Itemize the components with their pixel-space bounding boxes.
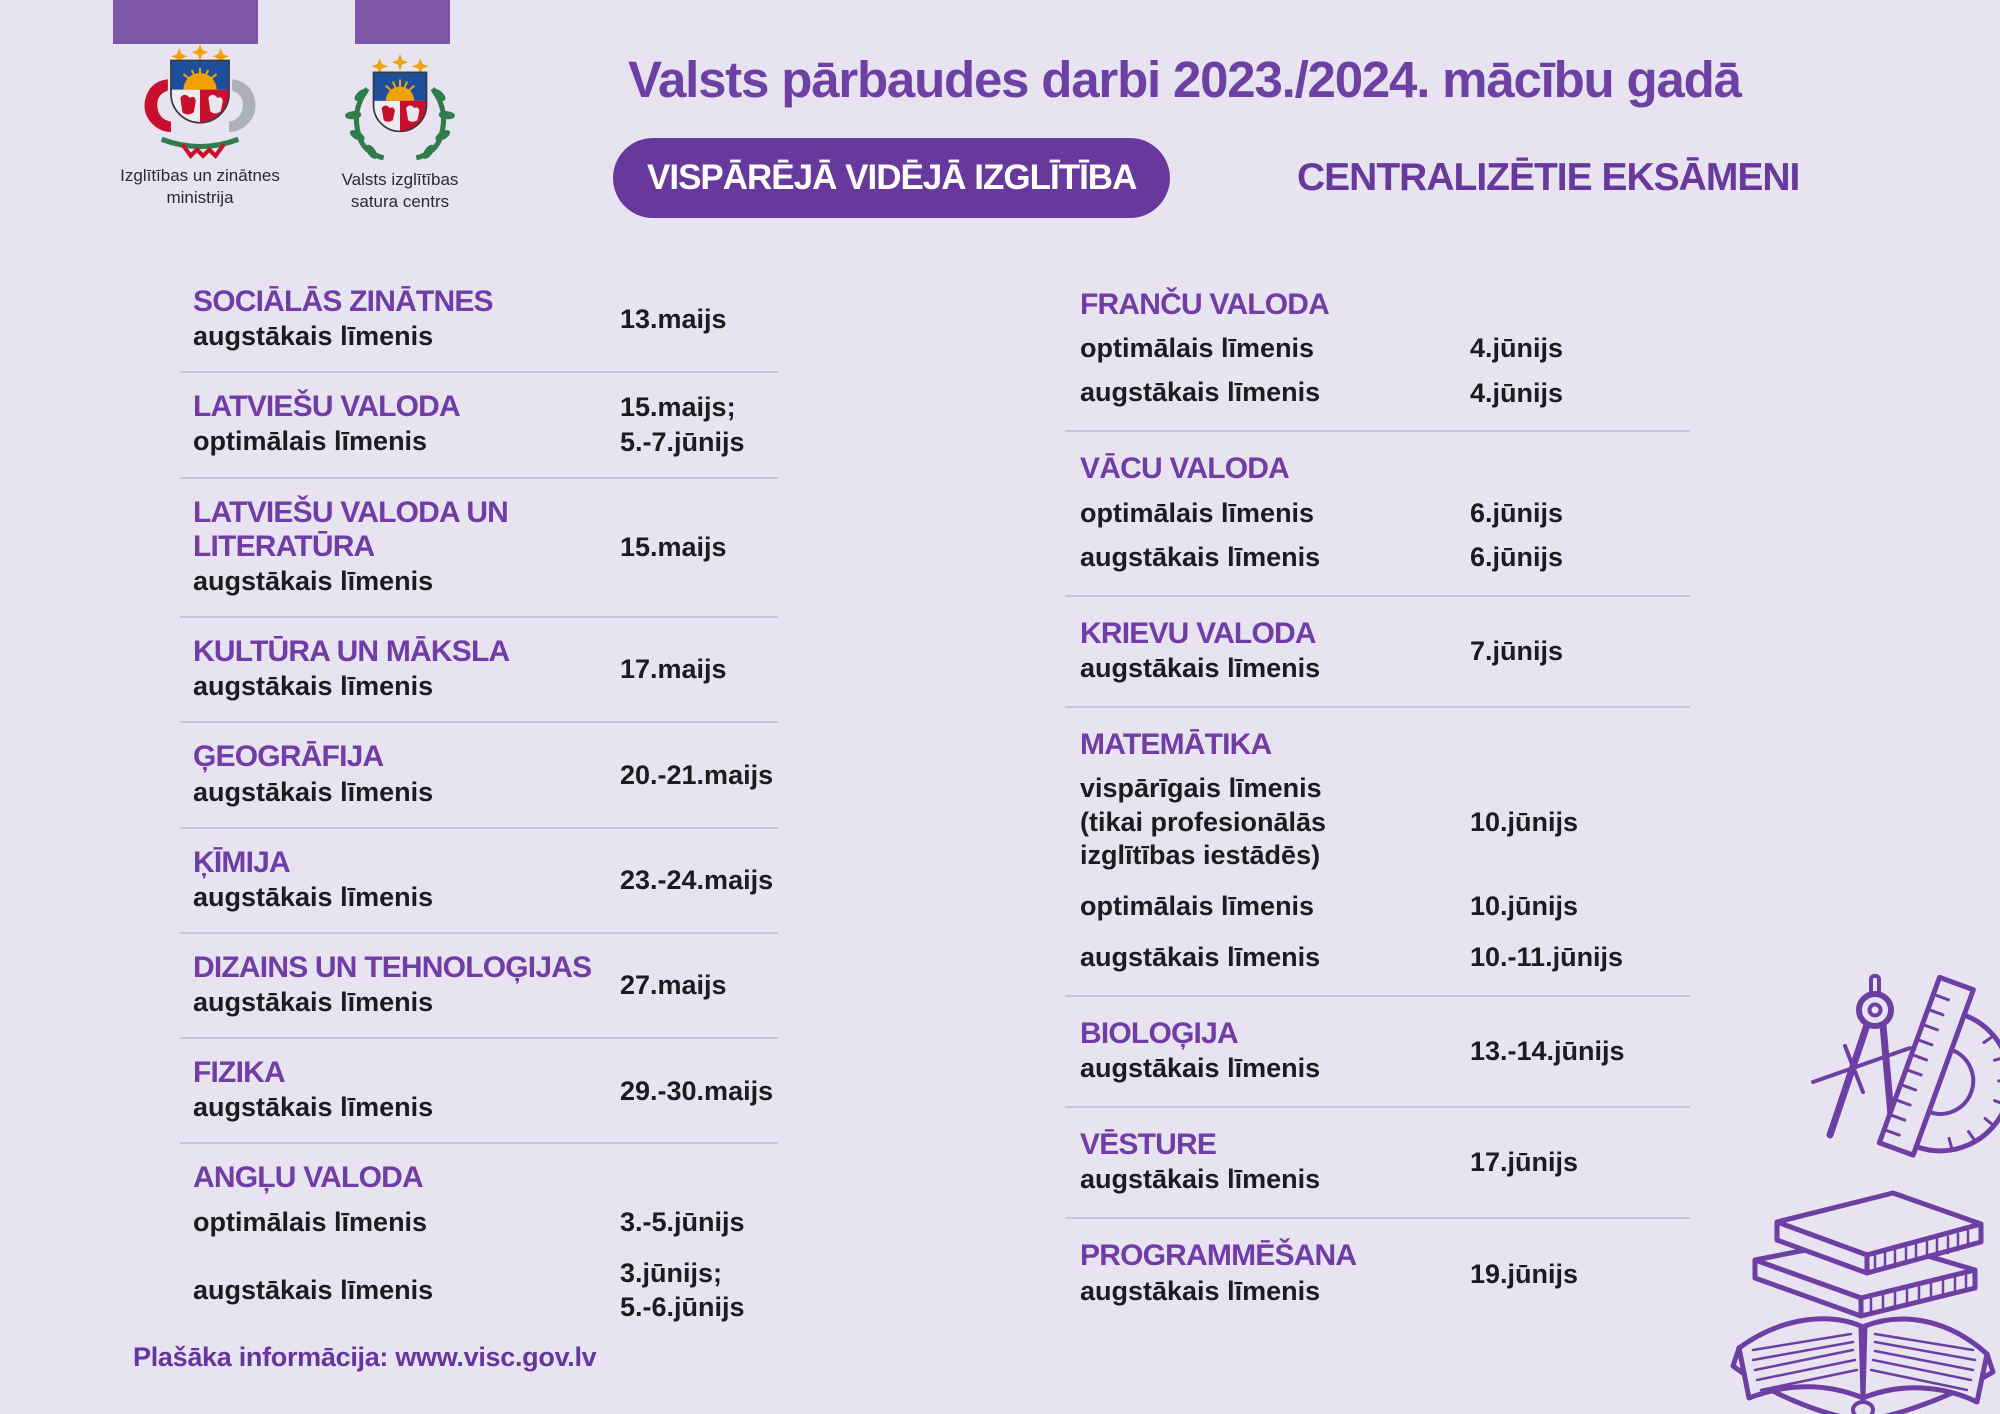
date-line: 13.maijs — [620, 304, 727, 335]
subject-name: SOCIĀLĀS ZINĀTNES — [193, 285, 493, 318]
level-line — [1080, 375, 1690, 410]
exam-date — [1470, 889, 1578, 924]
subject-name: DIZAINS UN TEHNOLOĢIJAS — [193, 950, 592, 984]
level-label: optimālais līmenis — [1080, 890, 1315, 921]
exam-date — [1470, 331, 1563, 366]
level-label: augstākais līmenis — [193, 1274, 434, 1305]
level-label: augstākais līmenis — [1080, 652, 1321, 683]
subject-cell — [193, 1056, 620, 1125]
right-exam-column — [1065, 268, 1690, 1329]
date-line: 15.maijs — [620, 532, 727, 563]
exam-date — [620, 390, 745, 459]
level-line — [1080, 496, 1690, 531]
visc-logo-caption: Valsts izglītības satura centrs — [341, 170, 459, 212]
exam-date — [1470, 1145, 1578, 1180]
exam-row — [180, 934, 778, 1037]
books-and-geometry-illustration — [1725, 950, 2000, 1414]
date-line: 3.-5.jūnijs — [620, 1206, 745, 1237]
subject-name: VĀCU VALODA — [1080, 452, 1289, 486]
level-label: optimālais līmenis — [193, 426, 428, 457]
griffin-supporter — [229, 79, 256, 132]
date-line: 7.jūnijs — [1470, 636, 1564, 667]
exam-row — [1065, 268, 1690, 430]
exam-row — [180, 373, 778, 476]
date-line: 4.jūnijs — [1470, 377, 1564, 408]
date-line: 3.jūnijs; 5.-6.jūnijs — [620, 1257, 745, 1323]
date-line: 6.jūnijs — [1470, 497, 1564, 528]
exam-date — [1470, 1257, 1578, 1292]
lion-supporter — [144, 79, 171, 132]
exam-date — [620, 1074, 773, 1109]
level-label: augstākais līmenis — [1080, 941, 1321, 972]
subject-cell — [193, 496, 620, 599]
exam-date — [1470, 1034, 1625, 1069]
date-line: 23.-24.maijs — [620, 864, 774, 895]
level-line — [1080, 940, 1690, 975]
date-line: 10.jūnijs — [1470, 890, 1579, 921]
level-label: augstākais līmenis — [193, 321, 434, 352]
level-label: optimālais līmenis — [1080, 497, 1315, 528]
subject-name: FIZIKA — [193, 1056, 285, 1090]
exam-date — [620, 758, 773, 793]
level-label: augstākais līmenis — [1080, 1275, 1321, 1306]
open-book-icon — [1733, 1319, 1993, 1414]
footer-info: Plašāka informācija: www.visc.gov.lv — [133, 1342, 597, 1372]
level-label: augstākais līmenis — [193, 671, 434, 702]
level-label: augstākais līmenis — [193, 565, 434, 596]
level-label — [1080, 772, 1470, 872]
exam-row — [1065, 708, 1690, 995]
subject-name: LATVIEŠU VALODA UN LITERATŪRA — [193, 495, 509, 563]
level-label: augstākais līmenis — [1080, 541, 1321, 572]
exam-row — [180, 479, 778, 616]
exam-date — [1470, 376, 1563, 411]
subject-cell — [1080, 617, 1470, 686]
exam-date — [620, 302, 727, 337]
exam-row — [1065, 597, 1690, 706]
level-label: optimālais līmenis — [193, 1206, 428, 1237]
subject-cell — [193, 285, 620, 354]
date-line: 17.jūnijs — [1470, 1147, 1579, 1178]
exam-date — [620, 968, 727, 1003]
exam-row — [1065, 1108, 1690, 1217]
exam-row — [180, 618, 778, 721]
exam-row — [180, 829, 778, 932]
exam-date — [620, 1256, 778, 1325]
subject-name: FRANČU VALODA — [1080, 288, 1330, 321]
page-title: Valsts pārbaudes darbi 2023./2024. mācību gadā — [628, 51, 1741, 108]
exam-row — [180, 1039, 778, 1142]
ministry-logo — [100, 44, 300, 209]
exam-row — [180, 1144, 778, 1341]
subject-cell — [1080, 1017, 1470, 1086]
exam-date — [1470, 940, 1623, 975]
top-bar-right — [355, 0, 450, 44]
date-line: 15.maijs; — [620, 392, 736, 423]
level-label: augstākais līmenis — [1080, 377, 1321, 408]
exam-date — [620, 652, 727, 687]
date-line: 20.-21.maijs — [620, 759, 774, 790]
exam-row — [1065, 1219, 1690, 1328]
subject-cell — [193, 740, 620, 809]
date-line: 10.jūnijs — [1470, 807, 1579, 838]
subject-name: KULTŪRA UN MĀKSLA — [193, 635, 510, 669]
exam-row — [180, 723, 778, 826]
date-line: 5.-7.jūnijs — [620, 426, 745, 457]
subject-name: KRIEVU VALODA — [1080, 616, 1316, 650]
exam-date — [1470, 540, 1563, 575]
subject-name: ĢEOGRĀFIJA — [193, 740, 384, 774]
level-label-line: (tikai profesionālās — [1080, 806, 1327, 837]
level-label: optimālais līmenis — [1080, 333, 1315, 364]
date-line: 17.maijs — [620, 654, 727, 685]
level-line — [193, 1256, 778, 1325]
subject-name: LATVIEŠU VALODA — [193, 390, 460, 424]
top-bar-left — [113, 0, 258, 44]
date-line: 19.jūnijs — [1470, 1258, 1579, 1289]
subject-cell — [193, 635, 620, 704]
exam-date — [620, 863, 773, 898]
level-line — [1080, 772, 1690, 872]
subject-cell — [193, 846, 620, 915]
exam-date — [620, 1205, 745, 1240]
level-line — [193, 1205, 778, 1240]
protractor-ruler-icon — [1879, 977, 2000, 1179]
level-label: augstākais līmenis — [1080, 1164, 1321, 1195]
date-line: 4.jūnijs — [1470, 333, 1564, 364]
date-line: 13.-14.jūnijs — [1470, 1036, 1625, 1067]
level-label: augstākais līmenis — [193, 1092, 434, 1123]
date-line: 29.-30.maijs — [620, 1075, 774, 1106]
visc-logo — [330, 52, 470, 213]
level-label: augstākais līmenis — [1080, 1053, 1321, 1083]
level-line — [1080, 889, 1690, 924]
stacked-books-icon — [1755, 1193, 1981, 1316]
exam-date — [1470, 496, 1563, 531]
level-label: augstākais līmenis — [193, 881, 434, 912]
exam-date — [1470, 634, 1563, 669]
subject-name: PROGRAMMĒŠANA — [1080, 1239, 1357, 1273]
exam-type-heading: CENTRALIZĒTIE EKSĀMENI — [1297, 156, 1800, 199]
level-label-line: vispārīgais līmenis — [1080, 773, 1322, 804]
level-line — [1080, 540, 1690, 575]
date-line: 10.-11.jūnijs — [1470, 941, 1624, 972]
visc-coat-of-arms-icon — [338, 52, 462, 164]
subject-name: BIOLOĢIJA — [1080, 1016, 1238, 1050]
subject-name: ANGĻU VALODA — [193, 1161, 423, 1195]
exam-row — [180, 268, 778, 371]
level-label-line: izglītības iestādēs) — [1080, 840, 1321, 871]
education-level-badge: VISPĀRĒJĀ VIDĒJĀ IZGLĪTĪBA — [613, 138, 1170, 218]
exam-row — [1065, 432, 1690, 594]
subject-name: ĶĪMIJA — [193, 845, 290, 879]
exam-row — [1065, 997, 1690, 1106]
date-line: 27.maijs — [620, 970, 727, 1001]
ministry-logo-caption: Izglītības un zinātnes ministrija — [120, 166, 280, 208]
level-label: augstākais līmenis — [193, 776, 434, 807]
subject-name: VĒSTURE — [1080, 1128, 1217, 1162]
latvia-coat-of-arms-icon — [122, 44, 278, 160]
level-label: augstākais līmenis — [193, 987, 434, 1018]
subject-cell — [1080, 1128, 1470, 1197]
subject-cell — [193, 951, 620, 1020]
exam-date — [620, 530, 727, 565]
level-line — [1080, 331, 1690, 366]
subject-cell — [193, 390, 620, 459]
exam-date — [1470, 805, 1578, 840]
left-exam-column — [180, 268, 778, 1342]
date-line: 6.jūnijs — [1470, 541, 1564, 572]
subject-cell — [1080, 1239, 1470, 1308]
subject-name: MATEMĀTIKA — [1080, 728, 1272, 762]
